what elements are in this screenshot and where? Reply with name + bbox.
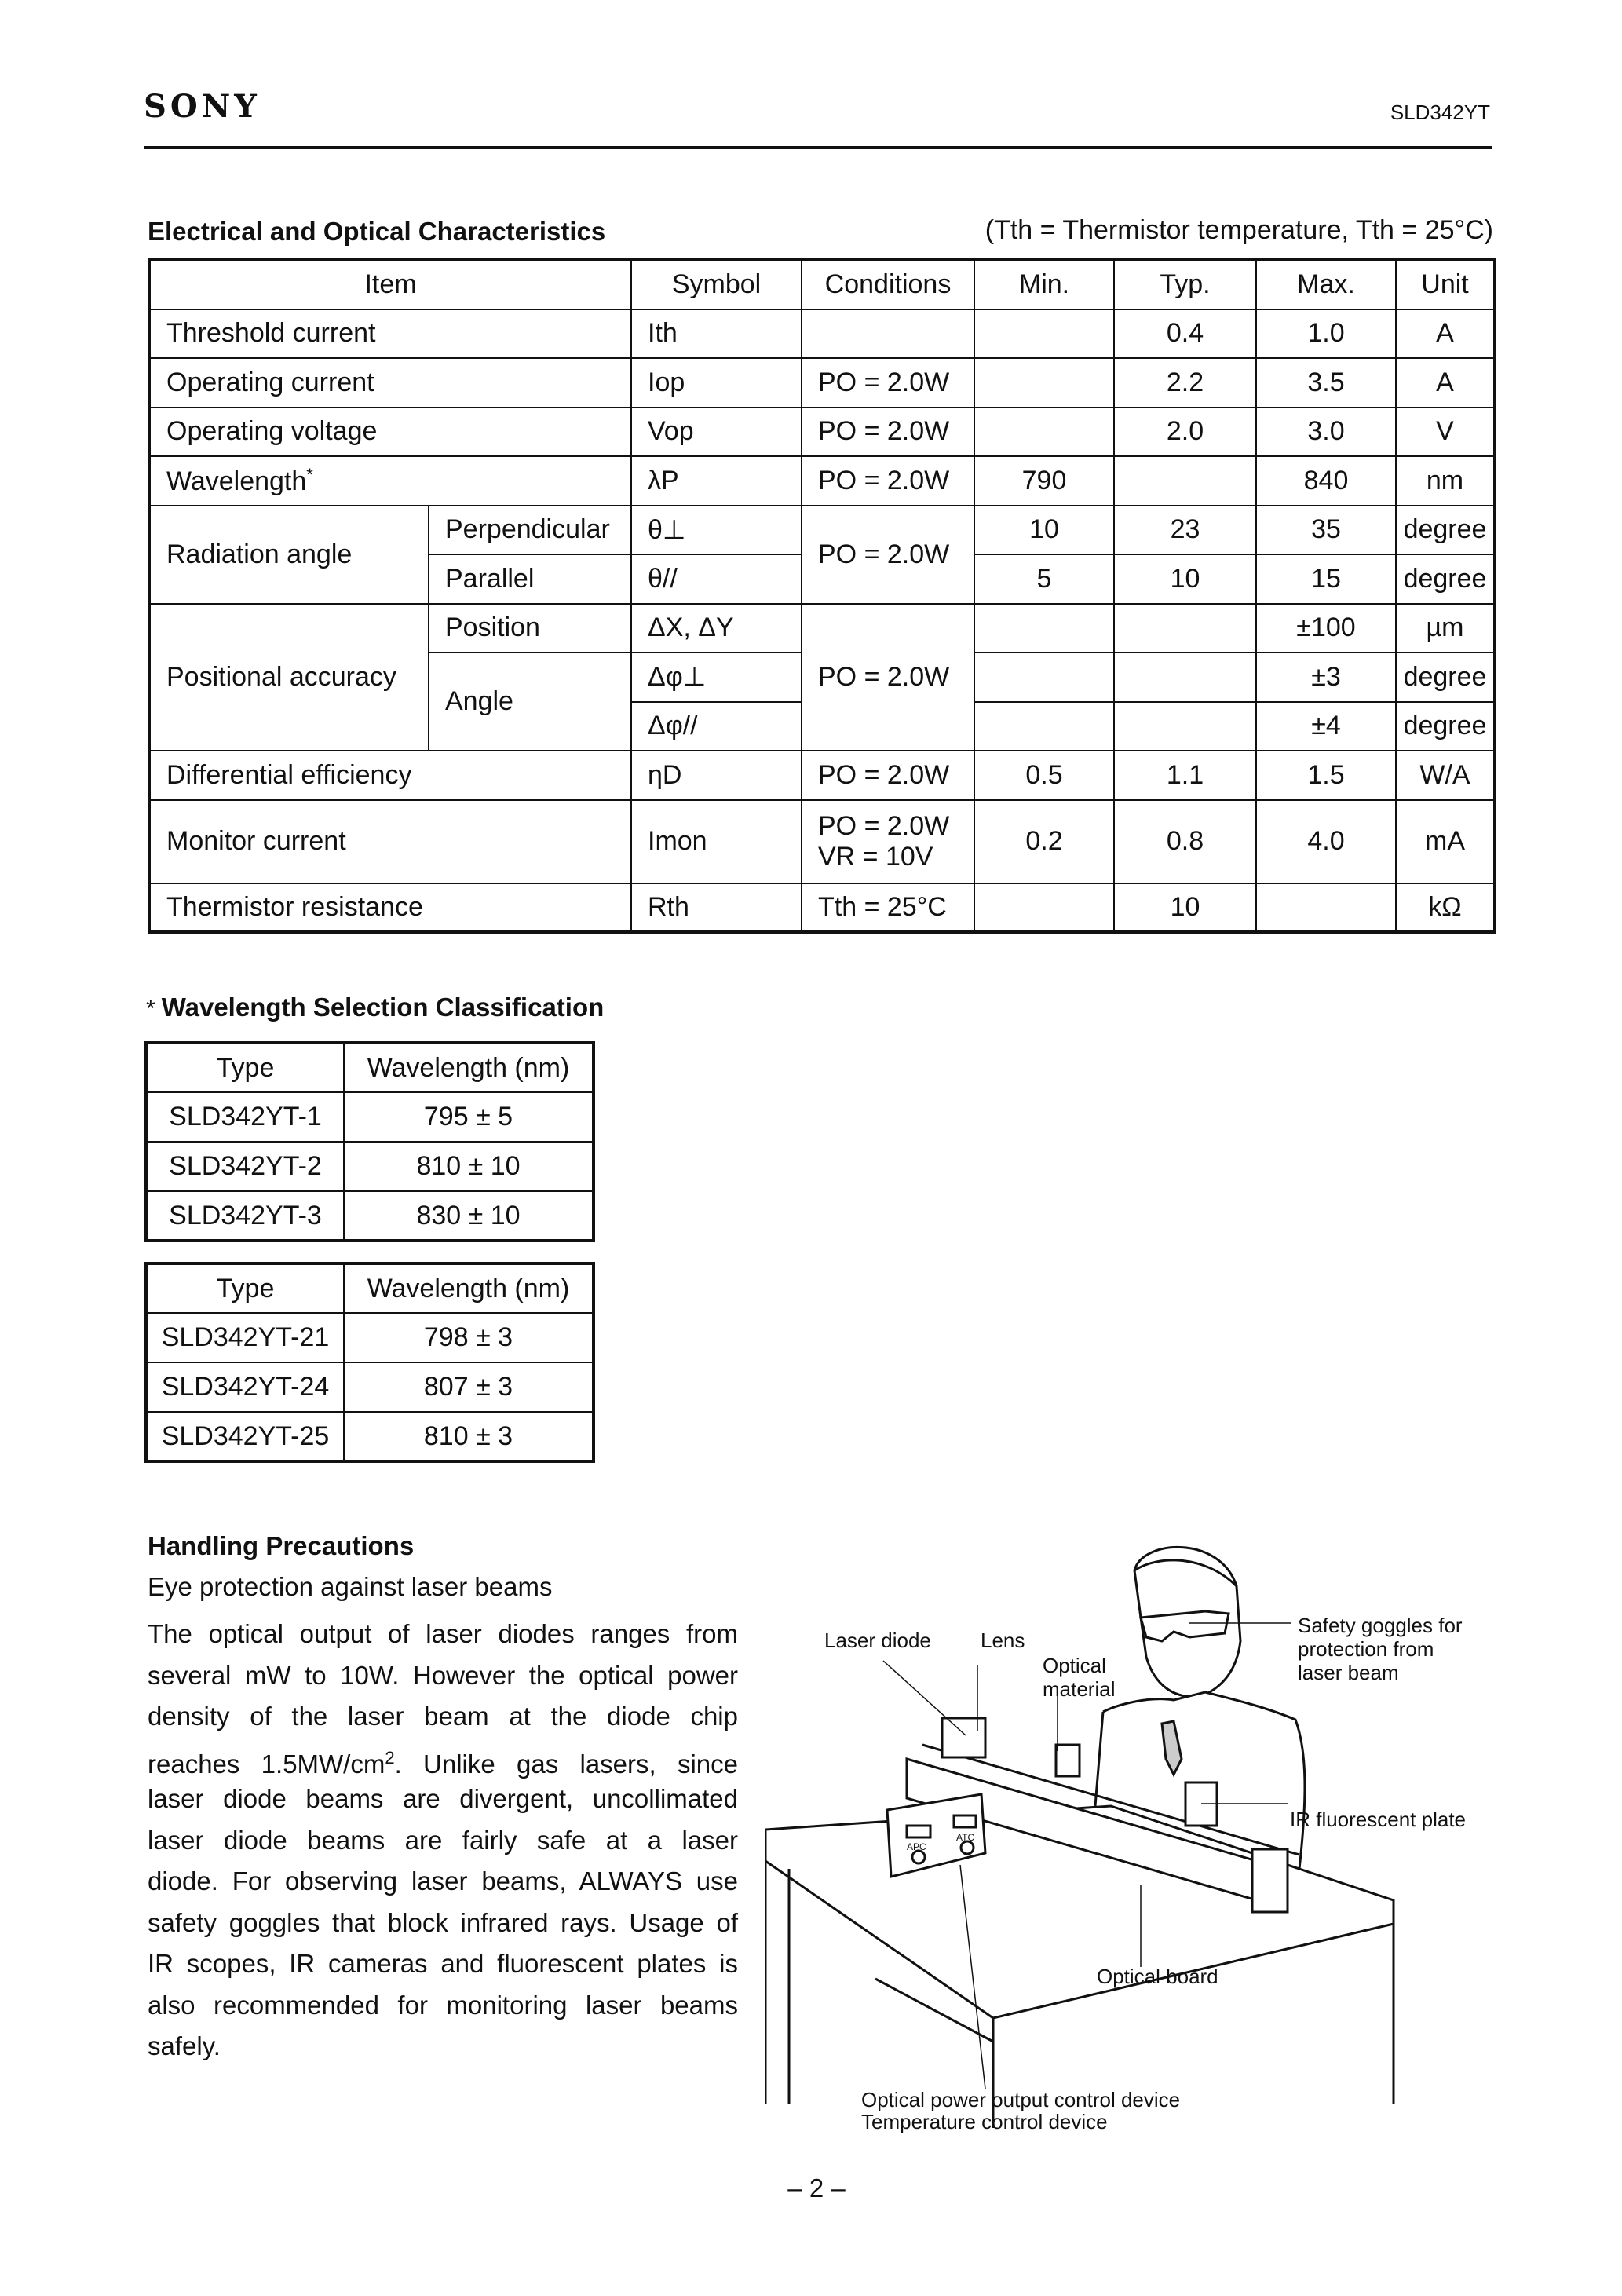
col-item: Item xyxy=(149,260,631,309)
min: 0.5 xyxy=(974,751,1114,800)
table-row xyxy=(146,1191,594,1241)
text-line: several mW to 10W. However the optical power xyxy=(148,1660,738,1690)
col-conditions: Conditions xyxy=(802,260,974,309)
label-line: Optical power output control device xyxy=(861,2088,1181,2111)
wavelength-table-1 xyxy=(144,1041,595,1242)
symbol: Imon xyxy=(631,800,802,883)
min: 0.2 xyxy=(974,800,1114,883)
typ xyxy=(1114,456,1256,506)
label-line: Optical xyxy=(1043,1654,1106,1677)
unit: A xyxy=(1396,358,1495,408)
symbol: Iop xyxy=(631,358,802,408)
laser-safety-illustration xyxy=(765,1539,1496,2152)
col-symbol: Symbol xyxy=(631,260,802,309)
text-line: The optical output of laser diodes ranges from xyxy=(148,1619,738,1648)
optical-material-plate xyxy=(1056,1745,1080,1776)
unit: degree xyxy=(1396,653,1495,702)
wavelength: 807 ± 3 xyxy=(344,1362,594,1412)
conditions: PO = 2.0W xyxy=(802,408,974,457)
typ: 0.4 xyxy=(1114,309,1256,359)
label-optical-material xyxy=(1043,1654,1115,1701)
max: 1.0 xyxy=(1256,309,1396,359)
sub-item: Angle xyxy=(429,653,631,751)
symbol: Ith xyxy=(631,309,802,359)
symbol: θ⊥ xyxy=(631,506,802,555)
typ xyxy=(1114,702,1256,751)
label-line: laser beam xyxy=(1298,1661,1399,1684)
conditions: Tth = 25°C xyxy=(802,883,974,933)
unit: W/A xyxy=(1396,751,1495,800)
table-row xyxy=(149,506,1495,555)
max: 35 xyxy=(1256,506,1396,555)
item: Monitor current xyxy=(149,800,631,883)
item: Threshold current xyxy=(149,309,631,359)
text-part: reaches 1.5MW/cm xyxy=(148,1749,385,1779)
table-row xyxy=(149,751,1495,800)
characteristics-table xyxy=(148,258,1496,934)
unit: degree xyxy=(1396,702,1495,751)
characteristics-title: Electrical and Optical Characteristics xyxy=(148,217,606,246)
type: SLD342YT-25 xyxy=(146,1412,344,1461)
min: 10 xyxy=(974,506,1114,555)
page-number: – 2 – xyxy=(787,2174,846,2203)
min xyxy=(974,408,1114,457)
type: SLD342YT-21 xyxy=(146,1313,344,1362)
item: Operating voltage xyxy=(149,408,631,457)
table-row xyxy=(149,604,1495,653)
table-row xyxy=(149,408,1495,457)
label-laser-diode: Laser diode xyxy=(824,1629,931,1652)
item: Positional accuracy xyxy=(149,604,429,751)
max xyxy=(1256,883,1396,933)
typ: 10 xyxy=(1114,554,1256,604)
table-row xyxy=(146,1362,594,1412)
item-label: Wavelength xyxy=(166,466,307,496)
text-line: safely. xyxy=(148,2031,221,2060)
footnote-mark: * xyxy=(306,464,313,484)
col-type: Type xyxy=(146,1043,344,1092)
min: 5 xyxy=(974,554,1114,604)
wavelength: 810 ± 10 xyxy=(344,1142,594,1191)
min xyxy=(974,883,1114,933)
label-safety-goggles xyxy=(1298,1614,1463,1684)
table-header-row xyxy=(146,1263,594,1313)
max: 4.0 xyxy=(1256,800,1396,883)
symbol: λP xyxy=(631,456,802,506)
text-line: diode. For observing laser beams, ALWAYS use xyxy=(148,1866,738,1896)
max: ±100 xyxy=(1256,604,1396,653)
symbol: Δφ// xyxy=(631,702,802,751)
col-max: Max. xyxy=(1256,260,1396,309)
condition-line: VR = 10V xyxy=(818,841,933,872)
conditions: PO = 2.0W xyxy=(802,456,974,506)
conditions xyxy=(802,800,974,883)
handling-title: Handling Precautions xyxy=(148,1531,415,1560)
unit: mA xyxy=(1396,800,1495,883)
max: 3.0 xyxy=(1256,408,1396,457)
handling-paragraph xyxy=(148,1614,738,2067)
text-line: laser diode beams are fairly safe at a laser xyxy=(148,1825,738,1855)
table-row xyxy=(146,1313,594,1362)
table-header-row xyxy=(149,260,1495,309)
classification-title xyxy=(146,993,604,1022)
col-typ: Typ. xyxy=(1114,260,1256,309)
table-row xyxy=(149,883,1495,933)
item: Operating current xyxy=(149,358,631,408)
symbol: Vop xyxy=(631,408,802,457)
table-row xyxy=(149,456,1495,506)
max: ±4 xyxy=(1256,702,1396,751)
unit: µm xyxy=(1396,604,1495,653)
symbol: θ// xyxy=(631,554,802,604)
conditions: PO = 2.0W xyxy=(802,506,974,604)
typ xyxy=(1114,653,1256,702)
type: SLD342YT-3 xyxy=(146,1191,344,1241)
col-min: Min. xyxy=(974,260,1114,309)
table-row xyxy=(149,800,1495,883)
handling-subtitle: Eye protection against laser beams xyxy=(148,1572,553,1601)
text-line: safety goggles that block infrared rays. Usage of xyxy=(148,1907,738,1937)
col-unit: Unit xyxy=(1396,260,1495,309)
label-line: material xyxy=(1043,1677,1116,1701)
type: SLD342YT-1 xyxy=(146,1092,344,1142)
max: 15 xyxy=(1256,554,1396,604)
unit: kΩ xyxy=(1396,883,1495,933)
laser-mount xyxy=(942,1718,985,1757)
label-line: protection from xyxy=(1298,1637,1434,1661)
text-line: laser diode beams are divergent, uncollimated xyxy=(148,1784,738,1813)
unit: A xyxy=(1396,309,1495,359)
wavelength: 810 ± 3 xyxy=(344,1412,594,1461)
unit: degree xyxy=(1396,506,1495,555)
symbol: Rth xyxy=(631,883,802,933)
conditions: PO = 2.0W xyxy=(802,751,974,800)
atc-label: ATC xyxy=(956,1832,975,1843)
table-row xyxy=(149,358,1495,408)
symbol: ΔX, ΔY xyxy=(631,604,802,653)
col-wavelength: Wavelength (nm) xyxy=(344,1263,594,1313)
max: 1.5 xyxy=(1256,751,1396,800)
wavelength: 830 ± 10 xyxy=(344,1191,594,1241)
wavelength-table-2 xyxy=(144,1262,595,1463)
item xyxy=(149,456,631,506)
typ: 2.2 xyxy=(1114,358,1256,408)
table-row xyxy=(146,1142,594,1191)
sub-item: Position xyxy=(429,604,631,653)
conditions xyxy=(802,309,974,359)
min xyxy=(974,702,1114,751)
typ: 10 xyxy=(1114,883,1256,933)
min: 790 xyxy=(974,456,1114,506)
text-line xyxy=(148,1738,738,1779)
col-wavelength: Wavelength (nm) xyxy=(344,1043,594,1092)
min xyxy=(974,653,1114,702)
text-part: . Unlike gas lasers, since xyxy=(394,1749,738,1779)
unit: V xyxy=(1396,408,1495,457)
max: 3.5 xyxy=(1256,358,1396,408)
item: Radiation angle xyxy=(149,506,429,604)
superscript: 2 xyxy=(385,1747,395,1768)
symbol: ηD xyxy=(631,751,802,800)
item: Differential efficiency xyxy=(149,751,631,800)
min xyxy=(974,358,1114,408)
typ: 1.1 xyxy=(1114,751,1256,800)
text-line: also recommended for monitoring laser beams xyxy=(148,1990,738,2020)
footnote-mark: * xyxy=(146,996,155,1022)
table-row xyxy=(149,309,1495,359)
rail-end-stand xyxy=(1252,1849,1288,1912)
wavelength: 795 ± 5 xyxy=(344,1092,594,1142)
min xyxy=(974,309,1114,359)
table-row xyxy=(146,1092,594,1142)
sub-item: Perpendicular xyxy=(429,506,631,555)
condition-line: PO = 2.0W xyxy=(818,810,950,841)
symbol: Δφ⊥ xyxy=(631,653,802,702)
model-number: SLD342YT xyxy=(1390,101,1490,124)
label-line: Safety goggles for xyxy=(1298,1614,1463,1637)
apc-label: APC xyxy=(907,1841,926,1852)
label-control-devices xyxy=(861,2089,1180,2133)
typ: 23 xyxy=(1114,506,1256,555)
classification-title-text: Wavelength Selection Classification xyxy=(161,993,605,1022)
label-line: Temperature control device xyxy=(861,2110,1108,2133)
text-line: density of the laser beam at the diode chip xyxy=(148,1702,738,1731)
conditions: PO = 2.0W xyxy=(802,358,974,408)
typ xyxy=(1114,604,1256,653)
table-header-row xyxy=(146,1043,594,1092)
label-optical-board: Optical board xyxy=(1097,1965,1218,1988)
text-line: IR scopes, IR cameras and fluorescent plates is xyxy=(148,1949,738,1978)
typ: 2.0 xyxy=(1114,408,1256,457)
unit: degree xyxy=(1396,554,1495,604)
min xyxy=(974,604,1114,653)
unit: nm xyxy=(1396,456,1495,506)
header-rule xyxy=(144,146,1492,149)
label-lens: Lens xyxy=(981,1629,1025,1652)
type: SLD342YT-2 xyxy=(146,1142,344,1191)
col-type: Type xyxy=(146,1263,344,1313)
max: ±3 xyxy=(1256,653,1396,702)
table-row xyxy=(146,1412,594,1461)
sub-item: Parallel xyxy=(429,554,631,604)
wavelength: 798 ± 3 xyxy=(344,1313,594,1362)
item: Thermistor resistance xyxy=(149,883,631,933)
characteristics-note: (Tth = Thermistor temperature, Tth = 25°C) xyxy=(985,215,1493,245)
type: SLD342YT-24 xyxy=(146,1362,344,1412)
typ: 0.8 xyxy=(1114,800,1256,883)
sony-logo: SONY xyxy=(144,88,261,125)
label-ir-plate: IR fluorescent plate xyxy=(1290,1808,1467,1831)
max: 840 xyxy=(1256,456,1396,506)
conditions: PO = 2.0W xyxy=(802,604,974,751)
